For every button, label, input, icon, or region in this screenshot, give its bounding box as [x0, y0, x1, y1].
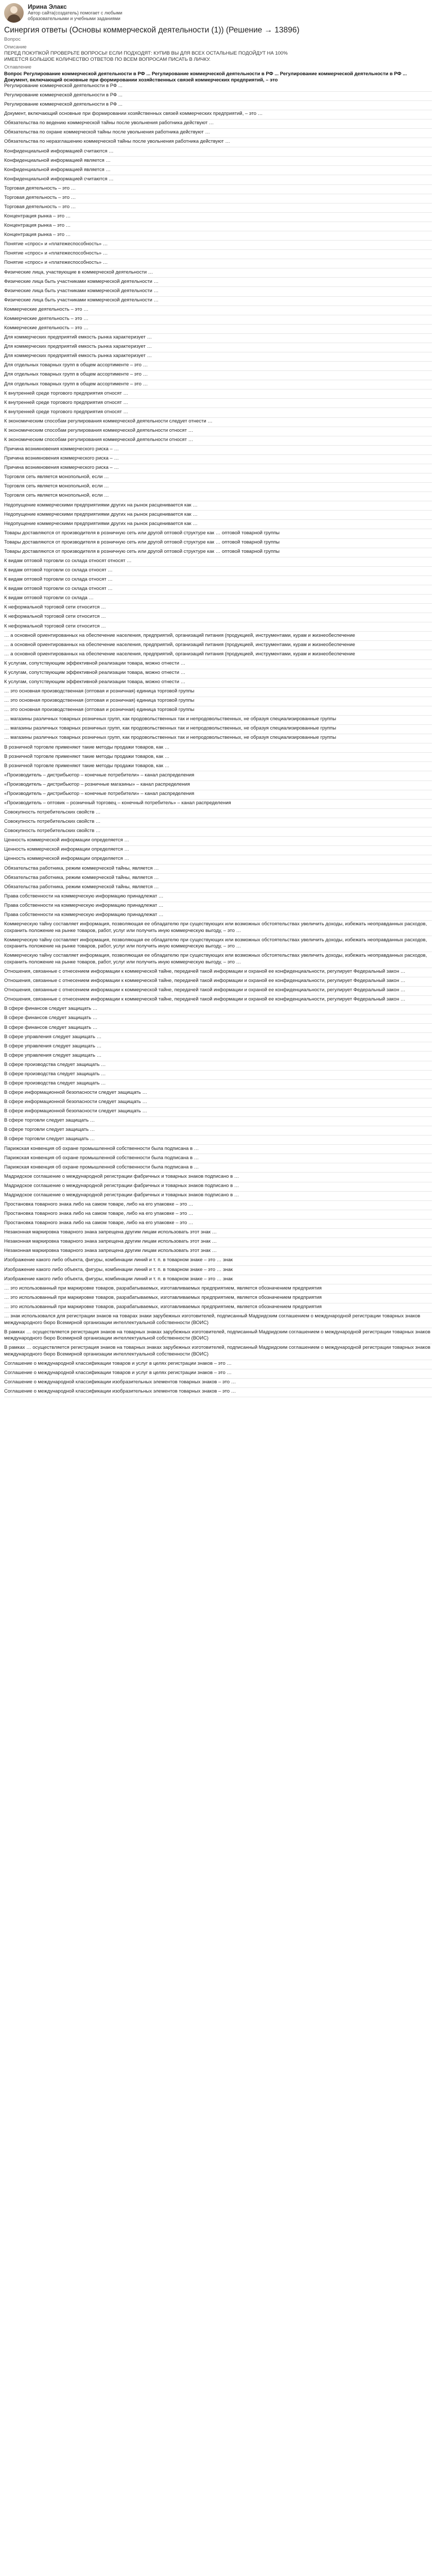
author-header [4, 3, 432, 25]
toc-item[interactable]: К видам оптовой торговли со склада относят … [4, 586, 432, 595]
toc-item[interactable]: В сфере производства следует защищать … [4, 1080, 432, 1089]
toc-item[interactable]: Товары доставляются от производителя в розничную сеть или другой оптовой структуре как … оптовой товарной группы [4, 539, 432, 548]
toc-item[interactable]: К экономическим способам регулирования коммерческой деятельности относят … [4, 437, 432, 446]
toc-item[interactable]: Совокупность потребительских свойств … [4, 809, 432, 818]
toc-item[interactable]: Обязательства по охране коммерческой тайны после увольнения работника действуют … [4, 129, 432, 138]
author-avatar[interactable] [4, 3, 24, 23]
toc-item[interactable]: Права собственности на коммерческую информацию принадлежат … [4, 903, 432, 911]
toc-item[interactable]: В сфере финансов следует защищать … [4, 1015, 432, 1024]
toc-item[interactable]: К услугам, сопутствующим эффективной реализации товара, можно отнести … [4, 679, 432, 688]
toc-item[interactable]: Торговля сеть является монопольной, если … [4, 493, 432, 501]
toc-item[interactable]: … знак использовался для регистрации знаков на товарах знаки зарубежных изготовителей, подписанный Мадридским соглашением о международной регистрации товарных знаков международного бюро Всемирной организации интеллектуальной собственности (ВОИС) [4, 1313, 432, 1328]
toc-label: Оглавление [4, 64, 31, 70]
toc-item[interactable]: Незаконная маркировка товарного знака запрещена другим лицам использовать этот знак … [4, 1229, 432, 1238]
toc-item[interactable]: К видам оптовой торговли со склада относят … [4, 577, 432, 585]
toc-item[interactable]: Причина возникновения коммерческого риска – … [4, 455, 432, 464]
toc-item[interactable]: Для отдельных товарных групп в общем ассортименте – это … [4, 371, 432, 380]
toc-item[interactable]: Коммерческую тайну составляет информация, позволяющая ее обладателю при существующих или возможных обстоятельствах увеличить доходы, избежать неоправданных расходов, сохранить положение на рынке товаров, работ, услуг или получить иную коммерческую выгоду, – это … [4, 921, 432, 936]
toc-item[interactable]: В сфере управления следует защищать … [4, 1043, 432, 1052]
toc-item[interactable]: Торговля сеть является монопольной, если … [4, 483, 432, 492]
toc-item[interactable]: В сфере информационной безопасности следует защищать … [4, 1099, 432, 1108]
toc-item[interactable]: … а основной ориентированных на обеспечение населения, предприятий, организаций питания (продукцией, инструментами, курам и жизнеобеспечение [4, 651, 432, 660]
toc-item[interactable]: В сфере торговли следует защищать … [4, 1136, 432, 1145]
toc-item[interactable]: Коммерческие деятельность – это … [4, 316, 432, 325]
toc-item[interactable]: Для отдельных товарных групп в общем ассортименте – это … [4, 362, 432, 371]
toc-item[interactable]: Конфиденциальной информацией является … [4, 167, 432, 176]
toc-item[interactable]: Обязательства по неразглашению коммерческой тайны после увольнения работника действуют … [4, 139, 432, 147]
description-label: Описание [4, 44, 27, 50]
toc-item[interactable]: Для коммерческих предприятий емкость рынка характеризует … [4, 334, 432, 343]
toc-item[interactable]: К неформальной торговой сети относится … [4, 604, 432, 613]
toc-item[interactable]: В сфере информационной безопасности следует защищать … [4, 1108, 432, 1117]
toc-item[interactable]: Регулирование коммерческой деятельности в РФ ... [4, 92, 432, 101]
toc-item[interactable]: Незаконная маркировка товарного знака запрещена другим лицам использовать этот знак … [4, 1239, 432, 1247]
toc-item[interactable]: Понятие «спрос» и «платежеспособность» … [4, 260, 432, 268]
toc-item[interactable]: Соглашение о международной классификации изобразительных элементов товарных знаков – это … [4, 1379, 432, 1388]
toc-item[interactable]: К внутренней среде торгового предприятия относят … [4, 409, 432, 418]
question-heading: Вопрос Регулирование коммерческой деятельности в РФ ... Регулирование коммерческой деятельности в РФ ... Регулирование коммерческой деятельности в РФ ... Документ, включающий основные при формировании хозяйственных связей коммерческих предприятий, – это [4, 71, 407, 83]
table-of-contents [4, 83, 432, 1397]
toc-item[interactable]: К услугам, сопутствующим эффективной реализации товара, можно отнести … [4, 670, 432, 679]
toc-item[interactable]: Недопущение коммерческими предприятиями других на рынок расценивается как … [4, 521, 432, 530]
toc-item[interactable]: … это использованный при маркировке товаров, разрабатываемых, изготавливаемых предприятием, является обозначением предприятия [4, 1295, 432, 1303]
toc-item[interactable]: Парижская конвенция об охране промышленной собственности была подписана в … [4, 1164, 432, 1173]
toc-item[interactable]: В сфере информационной безопасности следует защищать … [4, 1090, 432, 1098]
toc-item[interactable]: В сфере торговли следует защищать … [4, 1117, 432, 1126]
toc-item[interactable]: Совокупность потребительских свойств … [4, 819, 432, 827]
toc-item[interactable]: Ценность коммерческой информации определяется … [4, 837, 432, 846]
toc-item[interactable]: Для отдельных товарных групп в общем ассортименте – это … [4, 381, 432, 390]
toc-item[interactable]: Коммерческую тайну составляет информация, позволяющая ее обладателю при существующих или возможных обстоятельствах увеличить доходы, избежать неоправданных расходов, сохранить положение на рынке товаров, работ, услуг или получить иную коммерческую выгоду, – это … [4, 937, 432, 952]
description-line: ПЕРЕД ПОКУПКОЙ ПРОВЕРЬТЕ ВОПРОСЫ! ЕСЛИ ПОДХОДЯТ: КУПИВ ВЫ ДЛЯ ВСЕХ ОСТАЛЬНЫЕ ПОДОЙДУТ НА 100% [4, 50, 288, 56]
toc-item[interactable]: В сфере торговли следует защищать … [4, 1127, 432, 1136]
toc-item[interactable]: Права собственности на коммерческую информацию принадлежат … [4, 912, 432, 921]
toc-item[interactable]: Простановка товарного знака либо на самом товаре, либо на его упаковке – это … [4, 1220, 432, 1229]
toc-item[interactable]: … магазины различных товарных розничных групп, как продовольственных так и непродовольственных, не образуя специализированные группы [4, 735, 432, 743]
toc-item[interactable]: Изображение какого либо объекта, фигуры, комбинации линий и т. п. в товарном знаке – это … знак [4, 1257, 432, 1266]
toc-item[interactable]: … это основная производственная (оптовая и розничная) единица торговой группы [4, 707, 432, 716]
toc-item[interactable]: В сфере управления следует защищать … [4, 1053, 432, 1061]
toc-item[interactable]: … магазины различных товарных розничных групп, как продовольственных так и непродовольственных, не образуя специализированные группы [4, 716, 432, 725]
toc-item[interactable]: К видам оптовой торговли со склада относят … [4, 567, 432, 576]
toc-item[interactable]: Понятие «спрос» и «платежеспособность» … [4, 250, 432, 259]
toc-item[interactable]: Ценность коммерческой информации определяется … [4, 846, 432, 855]
toc-item[interactable]: Концентрация рынка – это … [4, 223, 432, 231]
toc-item[interactable]: К внутренней среде торгового предприятия относят … [4, 400, 432, 409]
toc-item[interactable]: В рамках … осуществляется регистрация знаков на товарных знаках зарубежных изготовителей, подписанный Мадридским соглашением о международной регистрации товарных знаков международного бюро Всемирной организации интеллектуальной собственности (ВОИС) [4, 1329, 432, 1344]
toc-item[interactable]: Коммерческую тайну составляет информация, позволяющая ее обладателю при существующих или возможных обстоятельствах увеличить доходы, избежать неоправданных расходов, сохранить положение на рынке товаров, работ, услуг или получить иную коммерческую выгоду, – это … [4, 953, 432, 968]
toc-item[interactable]: В сфере финансов следует защищать … [4, 1025, 432, 1033]
toc-item[interactable]: Товары доставляются от производителя в розничную сеть или другой оптовой структуре как … оптовой товарной группы [4, 549, 432, 557]
toc-item[interactable]: Физические лица, участвующие в коммерческой деятельности … [4, 269, 432, 278]
toc-item[interactable]: Конфиденциальной информацией считаются … [4, 148, 432, 157]
toc-item[interactable]: Отношения, связанные с отнесением информации к коммерческой тайне, передачей такой информации и охраной ее конфиденциальности, регулирует Федеральный закон … [4, 987, 432, 996]
toc-item[interactable]: Торговля сеть является монопольной, если … [4, 474, 432, 483]
toc-item[interactable]: Документ, включающий основные при формировании хозяйственных связей коммерческих предприятий, – это … [4, 111, 432, 120]
toc-item[interactable]: Причина возникновения коммерческого риска – … [4, 446, 432, 455]
author-info [28, 3, 131, 22]
toc-item[interactable]: … а основной ориентированных на обеспечение населения, предприятий, организаций питания (продукцией, инструментами, курам и жизнеобеспечение [4, 642, 432, 651]
section-label: Вопрос [4, 37, 21, 42]
toc-item[interactable]: Конфиденциальной информацией является … [4, 158, 432, 166]
toc-item[interactable]: Концентрация рынка – это … [4, 232, 432, 241]
description-line: ИМЕЕТСЯ БОЛЬШОЕ КОЛИЧЕСТВО ОТВЕТОВ ПО ВСЕМ ВОПРОСАМ ПИСАТЬ В ЛИЧКУ. [4, 56, 211, 62]
toc-item[interactable]: В сфере управления следует защищать … [4, 1034, 432, 1043]
toc-item[interactable]: Причина возникновения коммерческого риска – … [4, 465, 432, 473]
toc-item[interactable]: К видам оптовой торговли со склада относят относят … [4, 558, 432, 567]
toc-item[interactable]: Мадридское соглашение о международной регистрации фабричных и товарных знаков подписано в … [4, 1192, 432, 1201]
toc-item[interactable]: Простановка товарного знака либо на самом товаре, либо на его упаковке – это … [4, 1211, 432, 1219]
toc-item[interactable]: Торговая деятельность – это … [4, 185, 432, 194]
toc-item[interactable]: Для коммерческих предприятий емкость рынка характеризует … [4, 353, 432, 362]
toc-item[interactable]: К видам оптовой торговли со склада … [4, 595, 432, 604]
toc-item[interactable]: Отношения, связанные с отнесением информации к коммерческой тайне, передачей такой информации и охраной ее конфиденциальности, регулирует Федеральный закон … [4, 996, 432, 1005]
toc-item[interactable]: Обязательства работника, режим коммерческой тайны, является … [4, 866, 432, 874]
toc-item[interactable]: Ценность коммерческой информации определяется … [4, 856, 432, 865]
toc-item[interactable]: В розничной торговле применяют такие методы продажи товаров, как … [4, 744, 432, 753]
toc-item[interactable]: Регулирование коммерческой деятельности в РФ ... [4, 101, 432, 110]
toc-item[interactable]: Торговая деятельность – это … [4, 195, 432, 204]
toc-item[interactable]: В сфере финансов следует защищать … [4, 1006, 432, 1014]
toc-item[interactable]: Права собственности на коммерческую информацию принадлежат … [4, 893, 432, 902]
toc-item[interactable]: Простановка товарного знака либо на самом товаре, либо на его упаковке – это … [4, 1201, 432, 1210]
toc-item[interactable]: «Производитель – дистрибьютор – конечные потребители» – канал распределения [4, 791, 432, 800]
toc-item[interactable]: К неформальной торговой сети относится … [4, 614, 432, 622]
toc-item[interactable]: Обязательства по ведению коммерческой тайны после увольнения работника действуют … [4, 120, 432, 129]
toc-item[interactable]: Соглашение о международной классификации товаров и услуг в целях регистрации знаков – это … [4, 1370, 432, 1379]
toc-item[interactable]: Обязательства работника, режим коммерческой тайны, является … [4, 875, 432, 884]
toc-item[interactable]: Регулирование коммерческой деятельности в РФ ... [4, 83, 432, 92]
toc-item[interactable]: Отношения, связанные с отнесением информации к коммерческой тайне, передачей такой информации и охраной ее конфиденциальности, регулирует Федеральный закон … [4, 978, 432, 987]
toc-item[interactable]: Физические лица быть участниками коммерческой деятельности … [4, 279, 432, 287]
toc-item[interactable]: К услугам, сопутствующим эффективной реализации товара, можно отнести … [4, 660, 432, 669]
toc-item[interactable]: Конфиденциальной информацией считаются … [4, 176, 432, 185]
toc-item[interactable]: К экономическим способам регулирования коммерческой деятельности относят … [4, 428, 432, 436]
toc-item[interactable]: Парижская конвенция об охране промышленной собственности была подписана в … [4, 1146, 432, 1155]
toc-item[interactable]: Торговая деятельность – это … [4, 204, 432, 213]
toc-item[interactable]: Изображение какого либо объекта, фигуры, комбинации линий и т. п. в товарном знаке – это … знак [4, 1267, 432, 1276]
toc-item[interactable]: … это основная производственная (оптовая и розничная) единица торговой группы [4, 698, 432, 706]
toc-item[interactable]: «Производитель – дистрибьютор – конечные потребители» – канал распределения [4, 772, 432, 781]
toc-item[interactable]: Незаконная маркировка товарного знака запрещена другим лицам использовать этот знак … [4, 1248, 432, 1257]
toc-item[interactable]: Мадридское соглашение о международной регистрации фабричных и товарных знаков подписано в … [4, 1174, 432, 1182]
toc-item[interactable]: Соглашение о международной классификации товаров и услуг в целях регистрации знаков – это … [4, 1361, 432, 1369]
toc-item[interactable]: Товары доставляются от производителя в розничную сеть или другой оптовой структуре как … оптовой товарной группы [4, 530, 432, 539]
toc-item[interactable]: Недопущение коммерческими предприятиями других на рынок расценивается как … [4, 502, 432, 511]
toc-item[interactable]: Коммерческие деятельность – это … [4, 325, 432, 334]
toc-item[interactable]: … а основной ориентированных на обеспечение населения, предприятий, организаций питания (продукцией, инструментами, курам и жизнеобеспечение [4, 633, 432, 641]
toc-item[interactable]: К внутренней среде торгового предприятия относят … [4, 391, 432, 399]
toc-item[interactable]: Мадридское соглашение о международной регистрации фабричных и товарных знаков подписано в … [4, 1183, 432, 1192]
toc-item[interactable]: «Производитель – дистрибьютор – розничные магазины» – канал распределения [4, 782, 432, 790]
toc-item[interactable]: В розничной торговле применяют такие методы продажи товаров, как … [4, 763, 432, 772]
author-bio: Автор сайта(создатель) помогает с любыми образовательными и учебными заданиями [28, 10, 123, 21]
toc-item[interactable]: Изображение какого либо объекта, фигуры, комбинации линий и т. п. в товарном знаке – это … знак [4, 1276, 432, 1285]
toc-item[interactable]: Понятие «спрос» и «платежеспособность» … [4, 241, 432, 250]
toc-item[interactable]: … это использованный при маркировке товаров, разрабатываемых, изготавливаемых предприятием, является обозначением предприятия [4, 1304, 432, 1313]
toc-item[interactable]: … это использованный при маркировке товаров, разрабатываемых, изготавливаемых предприятием, является обозначением предприятия [4, 1285, 432, 1294]
toc-item[interactable]: Отношения, связанные с отнесением информации к коммерческой тайне, передачей такой информации и охраной ее конфиденциальности, регулирует Федеральный закон … [4, 969, 432, 977]
toc-item[interactable]: Физические лица быть участниками коммерческой деятельности … [4, 297, 432, 306]
toc-item[interactable]: Парижская конвенция об охране промышленной собственности была подписана в … [4, 1155, 432, 1164]
toc-item[interactable]: Обязательства работника, режим коммерческой тайны, является … [4, 884, 432, 893]
toc-item[interactable]: Для коммерческих предприятий емкость рынка характеризует … [4, 344, 432, 352]
toc-item[interactable]: Соглашение о международной классификации изобразительных элементов товарных знаков – это … [4, 1388, 432, 1397]
toc-item[interactable]: К неформальной торговой сети относится … [4, 623, 432, 632]
toc-item[interactable]: … это основная производственная (оптовая и розничная) единица торговой группы [4, 688, 432, 697]
toc-item[interactable]: «Производитель – оптовик – розничный торговец – конечный потребитель» – канал распределения [4, 800, 432, 809]
toc-item[interactable]: Коммерческие деятельность – это … [4, 307, 432, 315]
toc-item[interactable]: В рамках … осуществляется регистрация знаков на товарных знаках зарубежных изготовителей, подписанный Мадридским соглашением о международной регистрации товарных знаков международного бюро Всемирной организации интеллектуальной собственности (ВОИС) [4, 1345, 432, 1360]
toc-item[interactable]: В розничной торговле применяют такие методы продажи товаров, как … [4, 754, 432, 762]
toc-item[interactable]: Недопущение коммерческими предприятиями других на рынок расценивается как … [4, 512, 432, 520]
author-name[interactable]: Ирина Элакс [28, 3, 67, 10]
toc-item[interactable]: К экономическим способам регулирования коммерческой деятельности следует отнести … [4, 418, 432, 427]
toc-item[interactable]: Совокупность потребительских свойств … [4, 828, 432, 837]
toc-item[interactable]: Концентрация рынка – это … [4, 213, 432, 222]
toc-item[interactable]: Физические лица быть участниками коммерческой деятельности … [4, 288, 432, 297]
page-title: Синергия ответы (Основы коммерческой деятельности (1)) (Решение → 13896) [4, 26, 300, 35]
toc-item[interactable]: … магазины различных товарных розничных групп, как продовольственных так и непродовольственных, не образуя специализированные группы [4, 725, 432, 734]
toc-item[interactable]: В сфере производства следует защищать … [4, 1071, 432, 1080]
toc-item[interactable]: В сфере производства следует защищать … [4, 1062, 432, 1071]
